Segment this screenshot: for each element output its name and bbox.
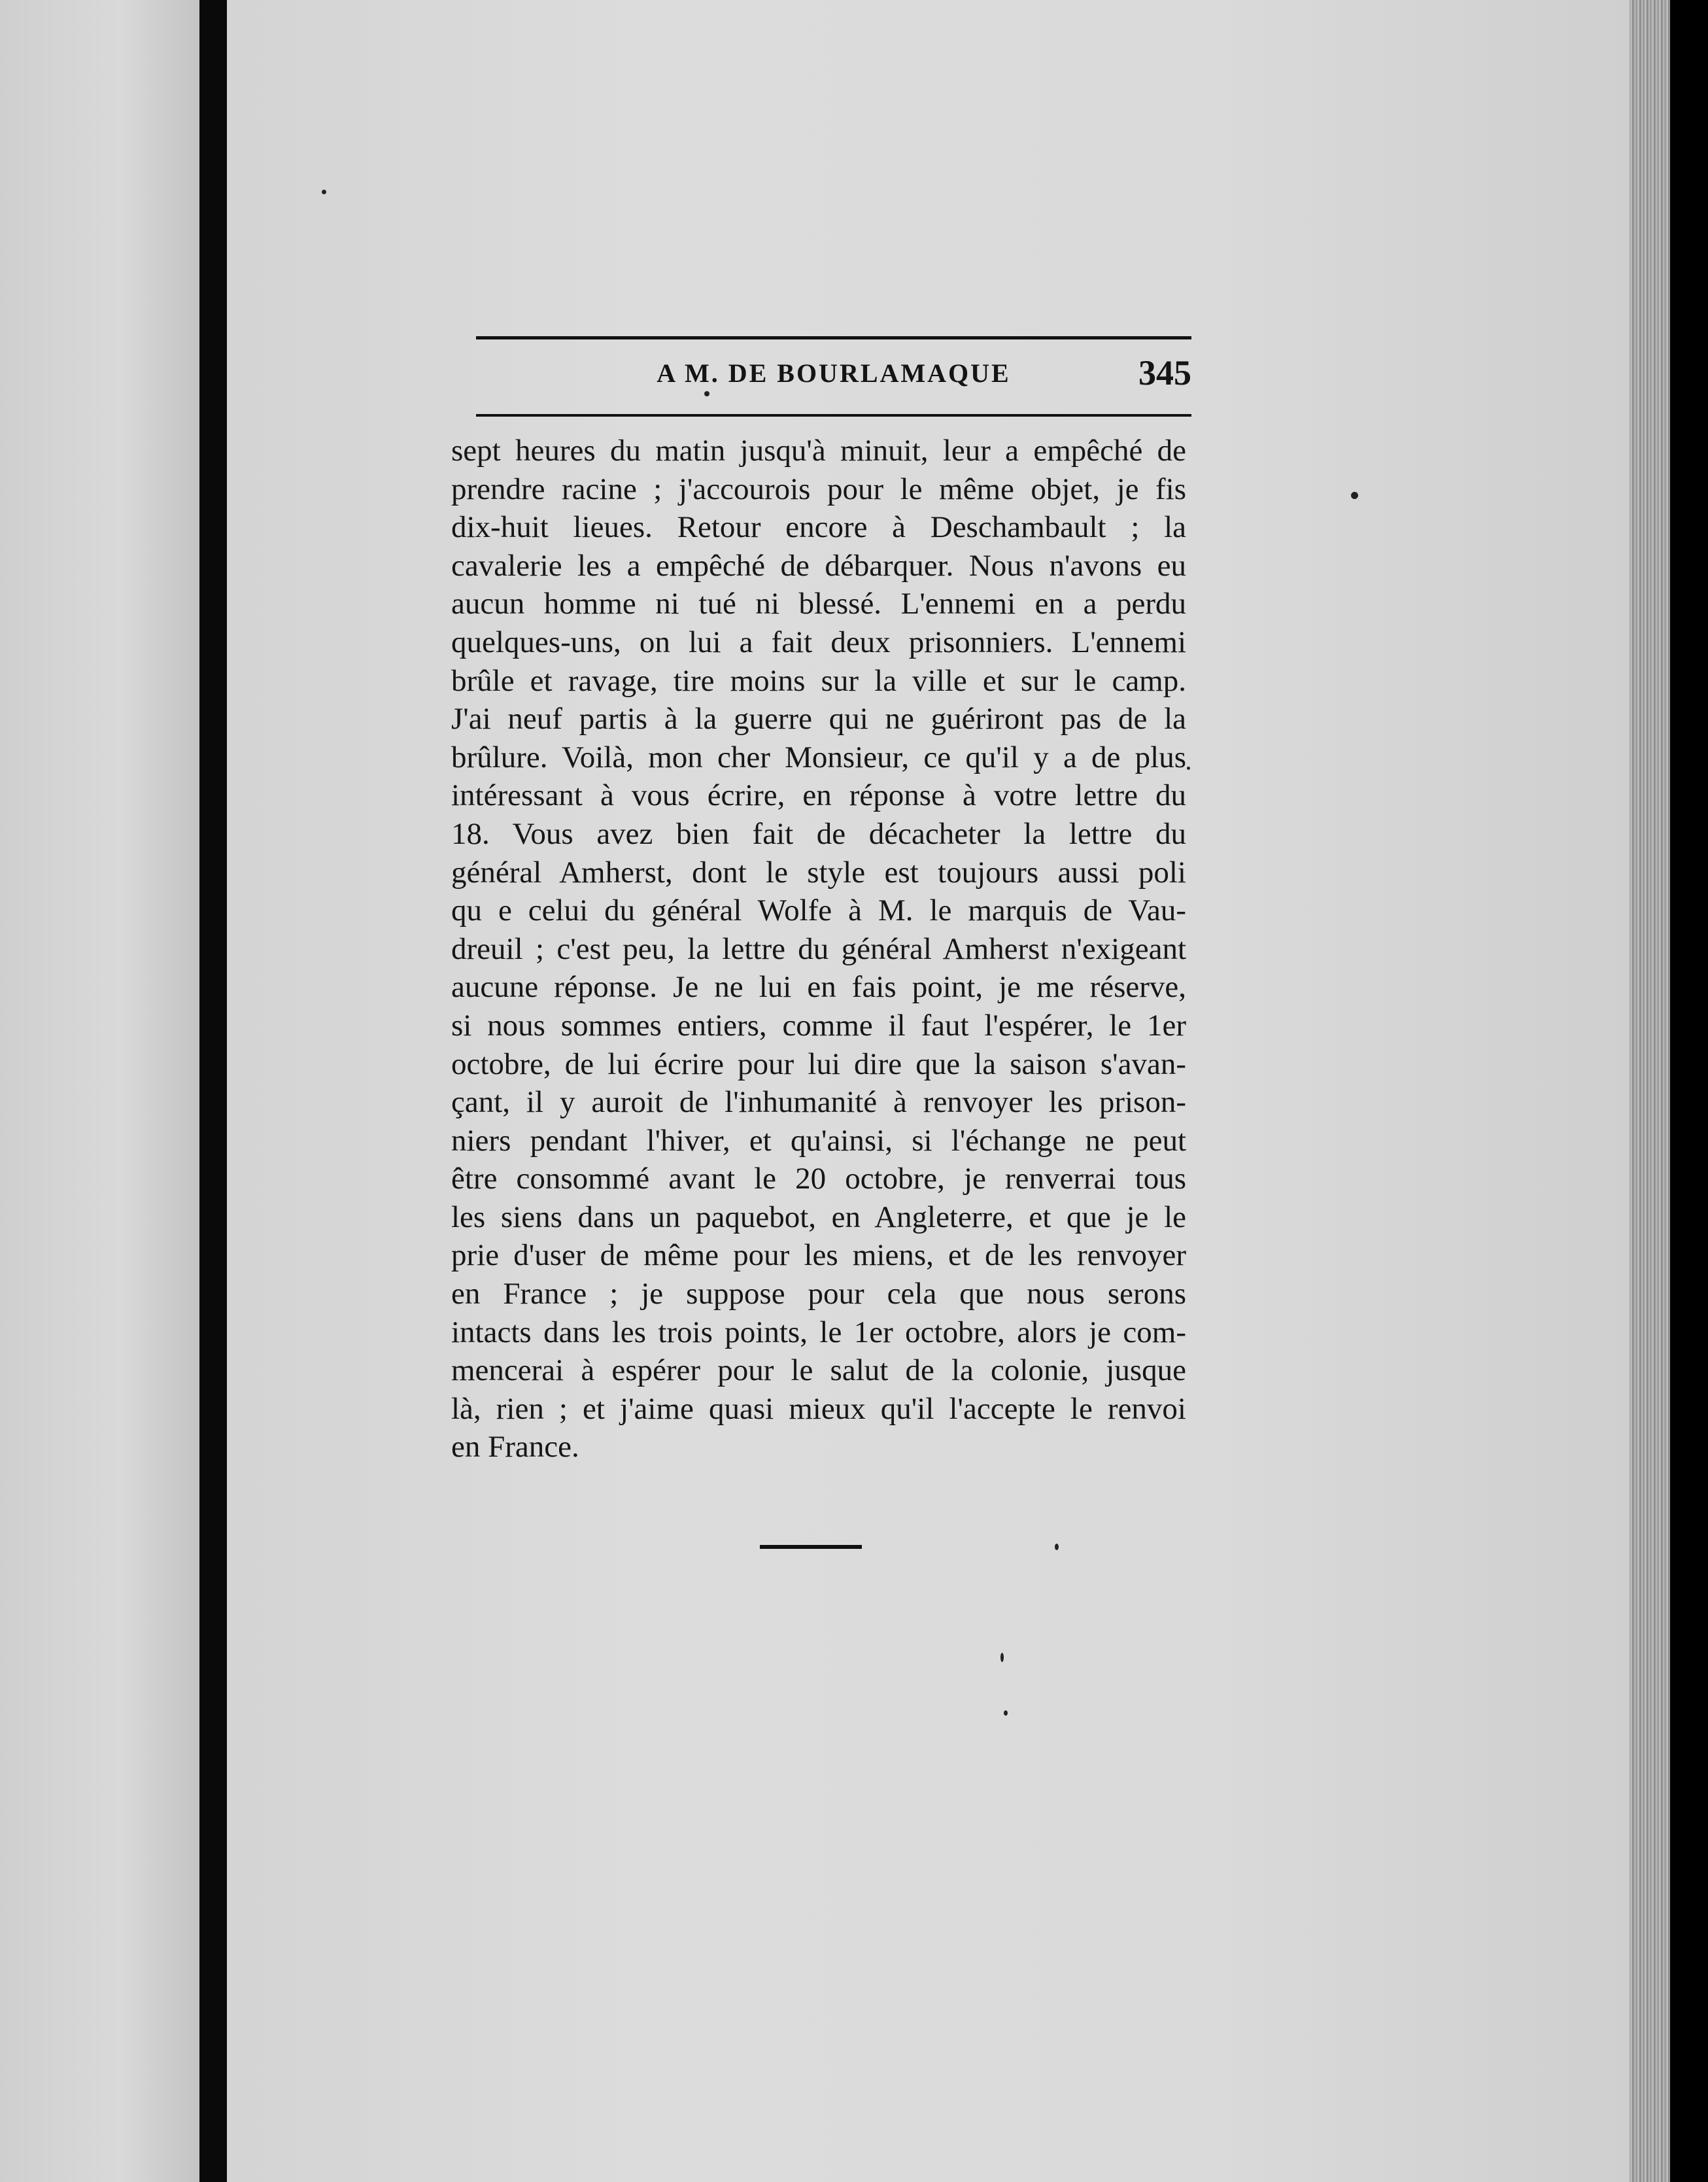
text-line: sept heures du matin jusqu'à minuit, leur a empêché de: [451, 434, 1186, 468]
header-bottom-rule: [476, 414, 1191, 417]
text-line: niers pendant l'hiver, et qu'ainsi, si l'échange ne peut: [451, 1123, 1186, 1158]
text-line: aucun homme ni tué ni blessé. L'ennemi en a perdu: [451, 587, 1186, 621]
text-line: 18. Vous avez bien fait de décacheter la lettre du: [451, 816, 1186, 851]
scan-border: [1670, 0, 1708, 2182]
text-line: en France ; je suppose pour cela que nous serons: [451, 1277, 1186, 1311]
running-head: [476, 350, 1191, 409]
text-line: en France.: [451, 1430, 579, 1464]
text-line: aucune réponse. Je ne lui en fais point, je me réserve,: [451, 970, 1186, 1005]
running-title: A M. DE BOURLAMAQUE: [657, 358, 1011, 388]
text-line: quelques-uns, on lui a fait deux prisonniers. L'ennemi: [451, 625, 1186, 659]
text-line: prendre racine ; j'accourois pour le même objet, je fis: [451, 472, 1186, 506]
text-line: général Amherst, dont le style est toujours aussi poli: [451, 855, 1186, 890]
text-line: si nous sommes entiers, comme il faut l'espérer, le 1er: [451, 1008, 1186, 1043]
text-line: dix-huit lieues. Retour encore à Deschambault ; la: [451, 510, 1186, 545]
page-stack-edges: [1630, 0, 1670, 2182]
dust-speck: [1187, 767, 1190, 770]
body-text: [451, 432, 1186, 1466]
text-line: cavalerie les a empêché de débarquer. Nous n'avons eu: [451, 548, 1186, 583]
page-number: 345: [1138, 353, 1191, 392]
text-line: qu e celui du général Wolfe à M. le marquis de Vau-: [451, 893, 1186, 928]
dust-speck: [704, 391, 709, 396]
facing-page-edge: [0, 0, 199, 2182]
text-line: être consommé avant le 20 octobre, je renverrai tous: [451, 1162, 1186, 1196]
text-line: octobre, de lui écrire pour lui dire que la saison s'avan-: [451, 1047, 1186, 1081]
book-gutter: [199, 0, 227, 2182]
text-line: dreuil ; c'est peu, la lettre du général Amherst n'exigeant: [451, 931, 1186, 966]
dust-speck: [1004, 1710, 1008, 1716]
text-line: intéressant à vous écrire, en réponse à votre lettre du: [451, 778, 1186, 813]
text-line: J'ai neuf partis à la guerre qui ne guériront pas de la: [451, 702, 1186, 736]
dust-speck: [1351, 492, 1358, 499]
header-top-rule: [476, 336, 1191, 339]
text-line: prie d'user de même pour les miens, et de les renvoyer: [451, 1238, 1186, 1273]
text-line: çant, il y auroit de l'inhumanité à renvoyer les prison-: [451, 1085, 1186, 1120]
dust-speck: [1055, 1544, 1059, 1550]
text-line: intacts dans les trois points, le 1er octobre, alors je com-: [451, 1315, 1186, 1349]
dust-speck: [322, 190, 326, 194]
text-line: mencerai à espérer pour le salut de la colonie, jusque: [451, 1353, 1186, 1388]
text-line: les siens dans un paquebot, en Angleterre, et que je le: [451, 1200, 1186, 1234]
end-rule: [760, 1545, 862, 1549]
text-line: brûlure. Voilà, mon cher Monsieur, ce qu'il y a de plus: [451, 740, 1186, 774]
text-line: brûle et ravage, tire moins sur la ville et sur le camp.: [451, 663, 1186, 698]
dust-speck: [1000, 1653, 1004, 1662]
text-line: là, rien ; et j'aime quasi mieux qu'il l'accepte le renvoi: [451, 1391, 1186, 1426]
